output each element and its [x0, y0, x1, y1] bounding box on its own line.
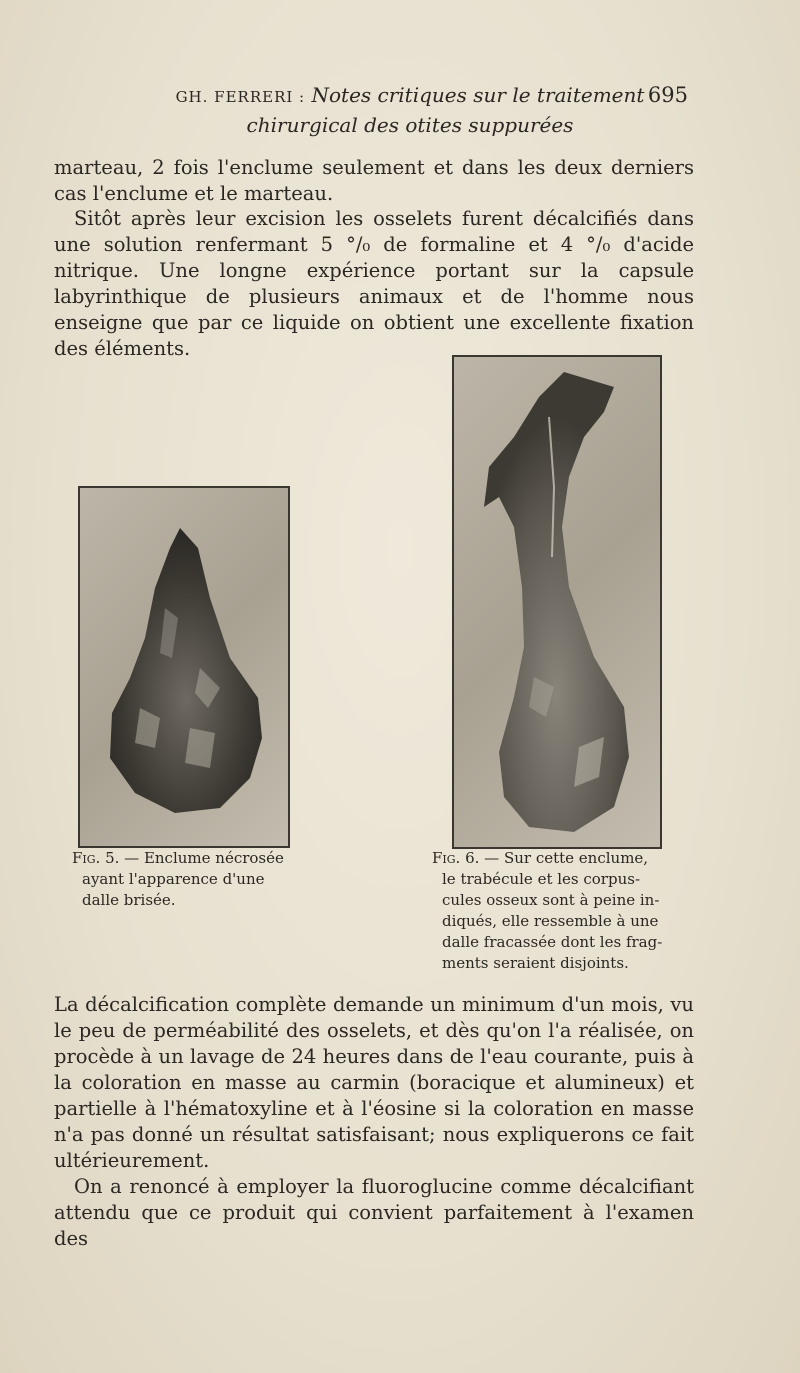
figure-5-caption-line-2: ayant l'apparence d'une [82, 870, 265, 888]
figure-6-caption-line-3: cules osseux sont à peine in- [442, 891, 660, 909]
figure-6-caption-line-4: diqués, elle ressemble à une [442, 912, 659, 930]
figure-6-caption [432, 848, 687, 974]
figure-5-caption-line-1: — Enclume nécrosée [124, 849, 284, 867]
figure-5-caption [72, 848, 312, 911]
incus-fractured-photo [454, 357, 660, 847]
paragraph-3: La décalcification complète demande un minimum d'un mois, vu le peu de perméabilité des osselets, et dès qu'on l'a réalisée, on procède à un lavage de 24 heures dans de l'eau courante, puis à la coloration en masse au carmin (boracique et alumineux) et partielle à l'hématoxyline et à l'éosine si la coloration en masse n'a pas donné un résultat satisfaisant; nous expliquerons ce fait ultérieurement. [54, 993, 694, 1172]
header-title-part1: Notes critiques sur le traitement [311, 83, 645, 107]
figure-6-photo [452, 355, 662, 849]
figure-6-label: Fig. 6. [432, 849, 480, 867]
figure-5-caption-line-3: dalle brisée. [82, 891, 176, 909]
header-line-1 [130, 82, 690, 110]
page-number: 695 [647, 83, 688, 107]
paragraph-1: marteau, 2 fois l'enclume seulement et dans les deux derniers cas l'enclume et le marteau. [54, 156, 694, 205]
header-author: GH. FERRERI : [175, 88, 306, 106]
paragraph-4: On a renoncé à employer la fluoroglucine comme décalcifiant attendu que ce produit qui convient parfaitement à l'examen des [54, 1175, 694, 1250]
figure-6-caption-line-6: ments seraient disjoints. [442, 954, 629, 972]
paragraph-2: Sitôt après leur excision les osselets furent décalcifiés dans une solution renfermant 5 °/₀ de formaline et 4 °/₀ d'acide nitrique. Une longne expérience portant sur la capsule labyrinthique de plusieurs animaux et de l'homme nous enseigne que par ce liquide on obtient une excellente fixation des éléments. [54, 207, 694, 360]
figure-5-photo [78, 486, 290, 848]
incus-necrotic-photo [80, 488, 288, 846]
figure-6-caption-line-1: — Sur cette enclume, [484, 849, 649, 867]
header-title-part2: chirurgical des otites suppurées [246, 113, 574, 137]
figure-6-caption-line-2: le trabécule et les corpus- [442, 870, 641, 888]
running-header [130, 82, 690, 138]
figure-5-label: Fig. 5. [72, 849, 120, 867]
figure-6-caption-line-5: dalle fracassée dont les frag- [442, 933, 663, 951]
